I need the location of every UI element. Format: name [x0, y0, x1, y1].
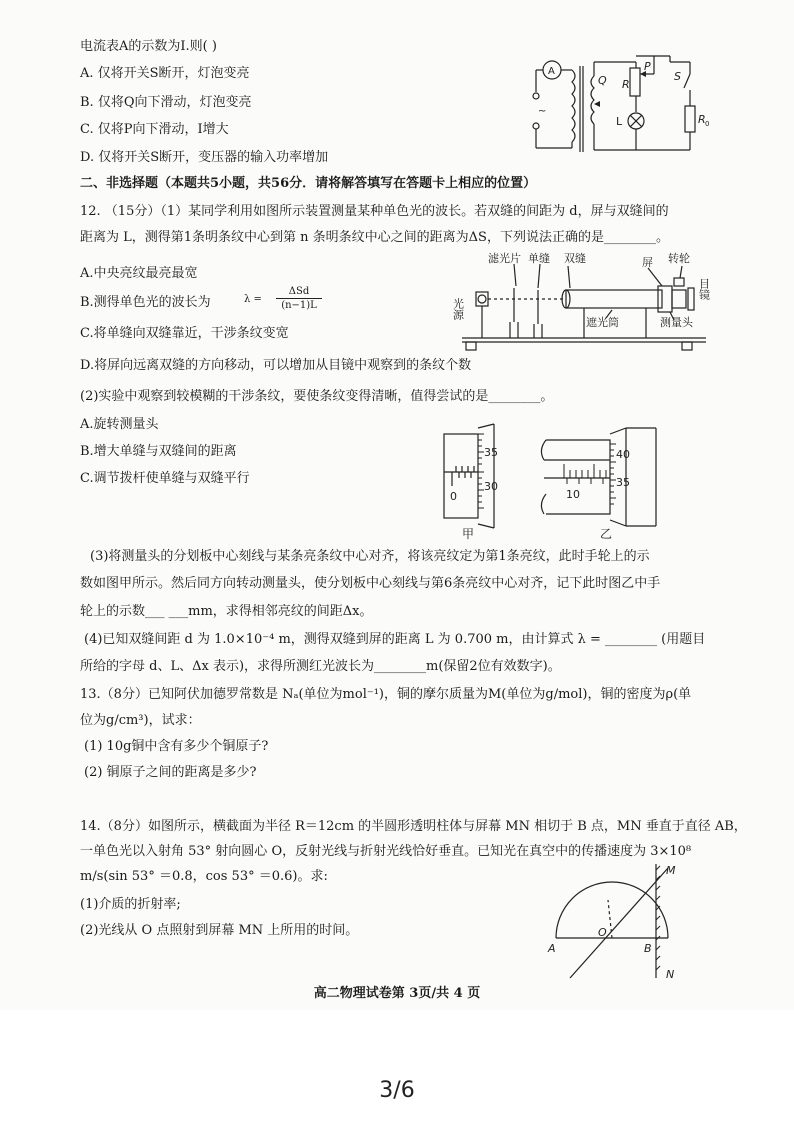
label-double-slit: 双缝	[564, 252, 586, 265]
q13-sub-1: (1) 10g铜中含有多少个铜原子?	[84, 739, 269, 754]
lamp-label: L	[616, 115, 623, 128]
q12-part-4-line-1: (4)已知双缝间距 d 为 1.0×10⁻⁴ m，测得双缝到屏的距离 L 为 0.700 m，由计算式 λ = ________ (用题目	[84, 632, 706, 647]
s-label: S	[674, 70, 681, 83]
q12-part-2: (2)实验中观察到较模糊的干涉条纹，要使条纹变得清晰，值得尝试的是________。	[80, 389, 554, 404]
q-label: Q	[598, 74, 607, 87]
jia-tick-35: 35	[484, 446, 498, 459]
q12-part-3-line-2: 数如图甲所示。然后同方向转动测量头，使分划板中心刻线与第6条亮纹中心对齐，记下此时图乙中手	[80, 576, 661, 591]
point-n-label: N	[666, 968, 675, 981]
q12-line-2: 距离为 L，测得第1条明条纹中心到第 n 条明条纹中心之间的距离为ΔS，下列说法正确的是________。	[80, 230, 669, 245]
yi-caption: 乙	[600, 527, 613, 540]
semicircle-refraction-figure	[540, 860, 700, 984]
yi-tick-40: 40	[616, 448, 630, 461]
q11-option-a: A. 仅将开关S断开，灯泡变亮	[80, 66, 250, 81]
page-indicator: 3/6	[379, 1078, 415, 1103]
q13-sub-2: (2) 铜原子之间的距离是多少?	[84, 765, 257, 780]
q12-part-4-line-2: 所给的字母 d、L、Δx 表示)，求得所测红光波长为________m(保留2位有效数字)。	[80, 659, 561, 674]
point-o-label: O	[598, 926, 607, 939]
page-footer: 高二物理试卷第 3页/共 4 页	[313, 986, 481, 1001]
q11-option-c: C. 仅将P向下滑动，I增大	[80, 122, 229, 137]
q13-line-1: 13.（8分）已知阿伏加德罗常数是 Nₐ(单位为mol⁻¹)，铜的摩尔质量为M(单位为g/mol)，铜的密度为ρ(单	[80, 687, 692, 702]
label-shield-tube: 遮光筒	[586, 316, 619, 329]
r-label: R	[622, 78, 630, 91]
q12-part2-option-b: B.增大单缝与双缝间的距离	[80, 444, 237, 459]
q11-circuit-diagram	[528, 48, 728, 160]
label-filter: 滤光片	[488, 252, 521, 265]
q14-line-2: 一单色光以入射角 53° 射向圆心 O，反射光线与折射光线恰好垂直。已知光在真空中的传播速度为 3×10⁸	[80, 844, 692, 859]
jia-main-0: 0	[450, 490, 457, 503]
jia-tick-30: 30	[484, 480, 498, 493]
q12-option-a: A.中央亮纹最亮最宽	[80, 266, 198, 281]
point-a-label: A	[548, 942, 556, 955]
q14-sub-2: (2)光线从 O 点照射到屏幕 MN 上所用的时间。	[80, 923, 359, 938]
exam-page: 电流表A的示数为I.则( ) A. 仅将开关S断开，灯泡变亮 B. 仅将Q向下滑动，灯泡变亮 C. 仅将P向下滑动，I增大 D. 仅将开关S断开，变压器的输入功率增加 A ~ Q R P S L R 0 二、非选择题（本题共5小题，共56分．请将解答填写在答题卡上相应的位置） 12. （15分）（1）某同学利用如图所示装置测量某种单色光的波长。若双缝的间距为 d，屏与双缝间的 距离为 L，测得第1条明条纹中心到第 n 条明条纹中心之间的距离为ΔS，下列说法正确的是________。 A.中央亮纹最亮最宽 B.测得单色光的波长为 λ = ΔSd (n−1)L C.将单缝向双缝靠近，干涉条纹变宽 D.将屏向远离双缝的方向移动，可以增加从目镜中观察到的条纹个数 滤光片 单缝 双缝 屏 转轮 遮光筒 测量头 光源 目镜 (2)实验中观察到较模糊的干涉条纹，要使条纹变得清晰，值得尝试的是________。 A.旋转测量头 B.增大单缝与双缝间的距离 C.调节拨杆使单缝与双缝平行 35 30 0 甲 40 35 10 乙 (3)将测量头的分划板中心刻线与某条亮条纹中心对齐，将该亮纹定为第1条亮纹，此时手轮上的示 数如图甲所示。然后同方向转动测量头，使分划板中心刻线与第6条亮纹中心对齐，记下此时图乙中手 轮上的示数___ ___mm，求得相邻亮纹的间距Δx。 (4)已知双缝间距 d 为 1.0×10⁻⁴ m，测得双缝到屏的距离 L 为 0.700 m，由计算式 λ = ________ (用题目 所给的字母 d、L、Δx 表示)，求得所测红光波长为________m(保留2位有效数字)。 13.（8分）已知阿伏加德罗常数是 Nₐ(单位为mol⁻¹)，铜的摩尔质量为M(单位为g/mol)，铜的密度为ρ(单 位为g/cm³)，试求： (1) 10g铜中含有多少个铜原子? (2) 铜原子之间的距离是多少? 14.（8分）如图所示，横截面为半径 R＝12cm 的半圆形透明柱体与屏幕 MN 相切于 B 点，MN 垂直于直径 AB， 一单色光以入射角 53° 射向圆心 O，反射光线与折射光线恰好垂直。已知光在真空中的传播速度为 3×10⁸ m/s(sin 53° ＝0.8，cos 53° ＝0.6)。求: (1)介质的折射率; (2)光线从 O 点照射到屏幕 MN 上所用的时间。 M N A B O 高二物理试卷第 3页/共 4 页	[0, 0, 794, 1010]
section-2-heading: 二、非选择题（本题共5小题，共56分．请将解答填写在答题卡上相应的位置）	[80, 176, 537, 191]
q12-option-c: C.将单缝向双缝靠近，干涉条纹变宽	[80, 326, 289, 341]
q11-option-d: D. 仅将开关S断开，变压器的输入功率增加	[80, 150, 329, 165]
label-screen: 屏	[642, 256, 653, 269]
q12-part2-option-c: C.调节拨杆使单缝与双缝平行	[80, 471, 250, 486]
q12-option-b: B.测得单色光的波长为	[80, 295, 211, 310]
label-eyepiece: 目镜	[697, 278, 711, 300]
r0-label: R	[698, 113, 706, 126]
ac-source-label: ~	[538, 106, 547, 117]
p-label: P	[644, 60, 651, 73]
micrometer-yi	[536, 420, 666, 540]
q12-option-d: D.将屏向远离双缝的方向移动，可以增加从目镜中观察到的条纹个数	[80, 358, 472, 373]
label-wheel: 转轮	[668, 252, 690, 265]
point-b-label: B	[644, 942, 652, 955]
q13-line-2: 位为g/cm³)，试求：	[80, 713, 201, 728]
jia-caption: 甲	[462, 527, 475, 540]
q12-part2-option-a: A.旋转测量头	[80, 417, 159, 432]
q14-line-3: m/s(sin 53° ＝0.8，cos 53° ＝0.6)。求:	[80, 869, 328, 884]
yi-main-10: 10	[566, 488, 580, 501]
q14-line-1: 14.（8分）如图所示，横截面为半径 R＝12cm 的半圆形透明柱体与屏幕 MN 相切于 B 点，MN 垂直于直径 AB，	[80, 819, 747, 834]
q12-part-3-line-1: (3)将测量头的分划板中心刻线与某条亮条纹中心对齐，将该亮纹定为第1条亮纹，此时手轮上的示	[90, 549, 650, 564]
double-slit-apparatus	[448, 248, 728, 358]
yi-tick-35: 35	[616, 476, 630, 489]
label-measuring-head: 测量头	[660, 316, 693, 329]
q12-part-3-line-3: 轮上的示数___ ___mm，求得相邻亮纹的间距Δx。	[80, 604, 373, 619]
q14-sub-1: (1)介质的折射率;	[80, 897, 181, 912]
micrometer-jia	[440, 420, 540, 540]
q11-stem-tail: 电流表A的示数为I.则( )	[80, 39, 217, 54]
ammeter-label: A	[548, 66, 555, 77]
label-light-source: 光源	[451, 298, 465, 320]
r0-subscript: 0	[705, 120, 710, 128]
q11-option-b: B. 仅将Q向下滑动，灯泡变亮	[80, 95, 252, 110]
point-m-label: M	[666, 864, 676, 877]
q12-line-1: 12. （15分）（1）某同学利用如图所示装置测量某种单色光的波长。若双缝的间距为 d，屏与双缝间的	[80, 204, 669, 219]
label-single-slit: 单缝	[528, 252, 550, 265]
